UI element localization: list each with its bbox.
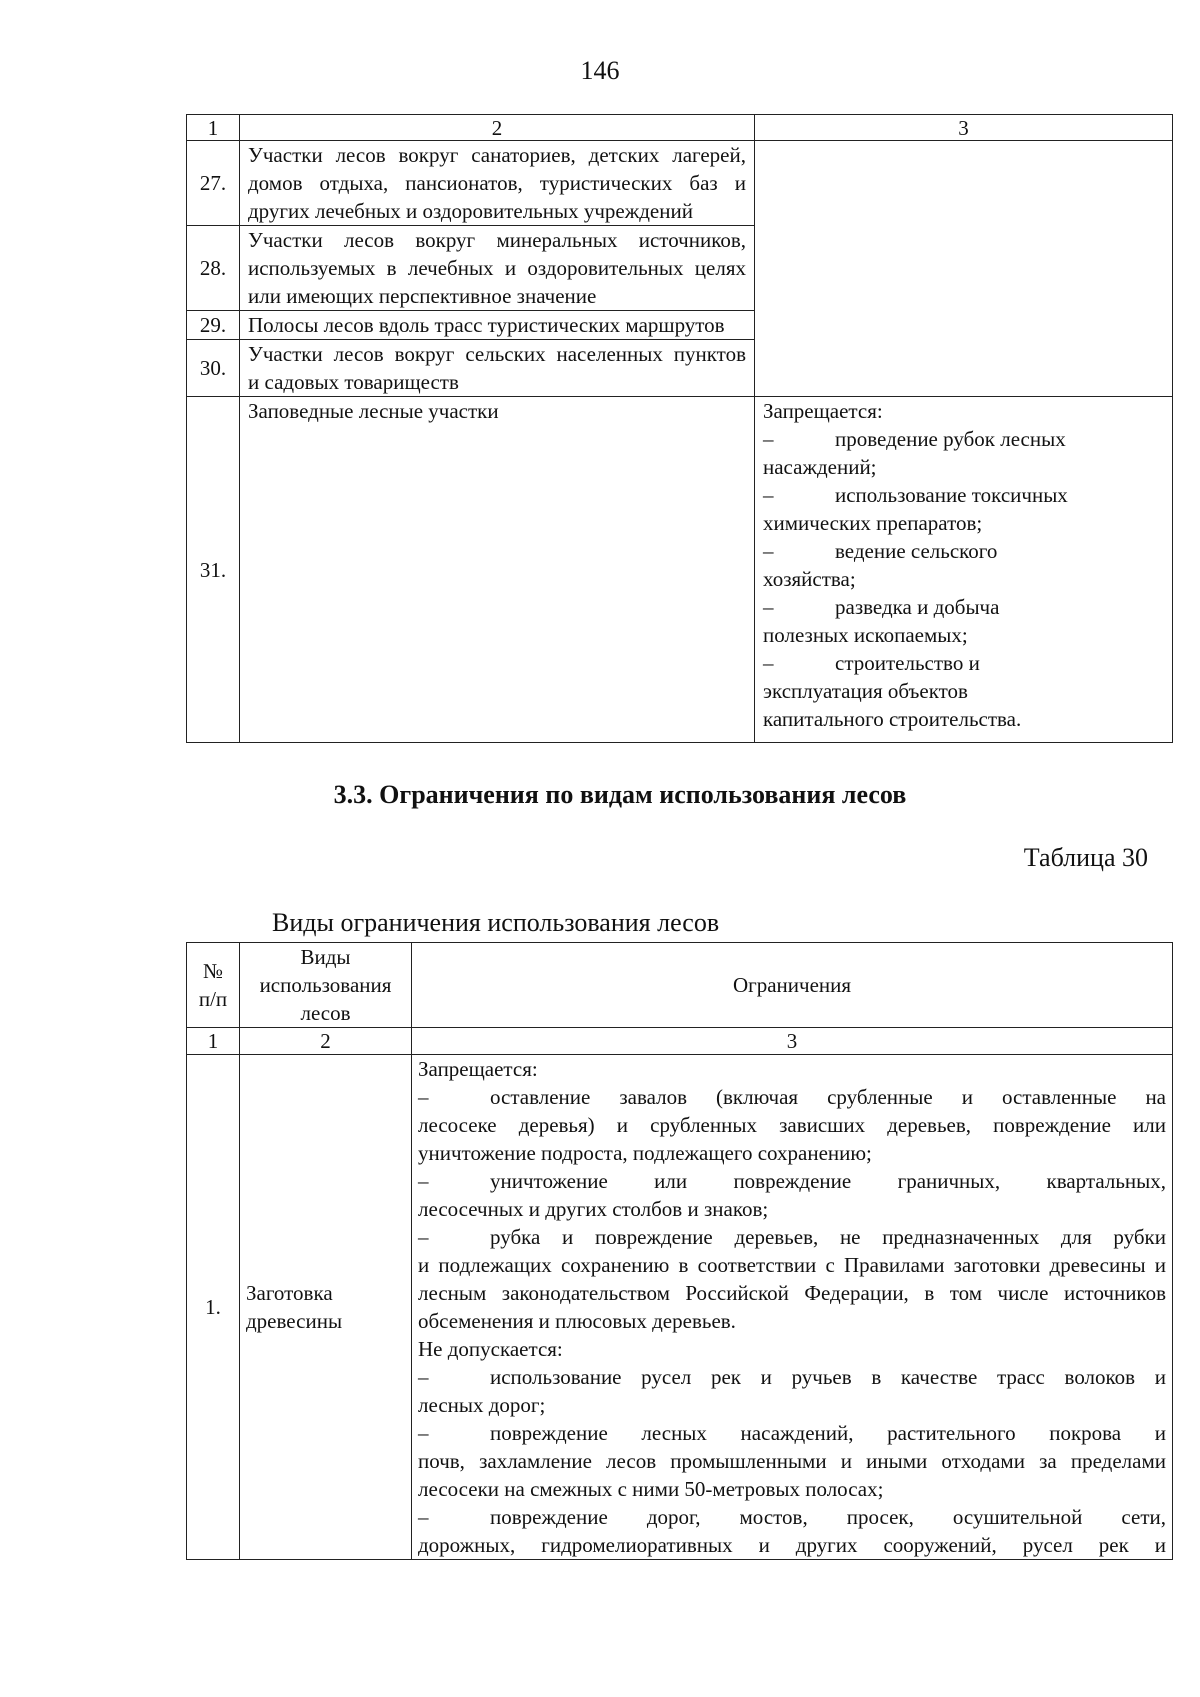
row-number: 29.	[187, 311, 240, 340]
restriction-item: – ведение сельского	[763, 539, 998, 563]
restriction-cell: Запрещается: – проведение рубок лесных насаждений; – использование токсичных химических препаратов; – ведение сельского хозяйства; – разведка и добыча полезных ископаемых; – строительство и эксплуатация объектов капитального строительства.	[755, 397, 1173, 743]
table-header-row	[187, 943, 1173, 1028]
table-row	[187, 141, 1173, 226]
index-cell: 1	[187, 1028, 240, 1055]
section-title: 3.3. Ограничения по видам использования лесов	[333, 780, 907, 809]
row-number: 30.	[187, 340, 240, 397]
forest-category: Участки лесов вокруг санаториев, детских лагерей, домов отдыха, пансионатов, туристических баз и других лечебных и оздоровительных учреждений	[240, 141, 755, 226]
table-index-row	[187, 115, 1173, 141]
restriction-item: – уничтожение или повреждение граничных, квартальных,	[418, 1169, 1166, 1193]
empty-restriction-cell	[755, 141, 1173, 397]
forest-category: Заповедные лесные участки	[240, 397, 755, 743]
restriction-intro: Запрещается:	[763, 399, 883, 423]
index-cell: 2	[240, 115, 755, 141]
forest-category: Полосы лесов вдоль трасс туристических маршрутов	[240, 311, 755, 340]
table-caption: Виды ограничения использования лесов	[272, 908, 720, 937]
table-row	[187, 397, 1173, 743]
restriction-item: – рубка и повреждение деревьев, не предназначенных для рубки	[418, 1225, 1166, 1249]
forest-category: Участки лесов вокруг сельских населенных пунктов и садовых товариществ	[240, 340, 755, 397]
restriction-intro: Запрещается:	[418, 1057, 538, 1081]
row-number: 1.	[187, 1055, 240, 1560]
index-cell: 2	[240, 1028, 412, 1055]
restriction-item: – использование русел рек и ручьев в качестве трасс волоков и	[418, 1365, 1166, 1389]
restriction-cell: Запрещается: – оставление завалов (включая срубленные и оставленные на лесосеке деревья) и срубленных зависших деревьев, повреждение или уничтожение подроста, подлежащего сохранению; – уничтожение или повреждение граничных, квартальных, лесосечных и других столбов и знаков; – рубка и повреждение деревьев, не предназначенных для рубки и подлежащих сохранению в соответствии с Правилами заготовки древесины и лесным законодательством Российской Федерации, в том числе источников обсеменения и плюсовых деревьев. Не допускается: – использование русел рек и ручьев в качестве трасс волоков и лесных дорог; – повреждение лесных насаждений, растительного покрова и почв, захламление лесов промышленными и иными отходами за пределами лесосеки на смежных с ними 50-метровых полосах; – повреждение дорог, мостов, просек, осушительной сети, дорожных, гидромелиоративных и других сооружений, русел рек и	[412, 1055, 1173, 1560]
index-cell: 3	[412, 1028, 1173, 1055]
table-label: Таблица 30	[1023, 843, 1148, 872]
col-restrictions-header: Ограничения	[412, 943, 1173, 1028]
table-index-row	[187, 1028, 1173, 1055]
restriction-item: – оставление завалов (включая срубленные и оставленные на	[418, 1085, 1166, 1109]
row-number: 31.	[187, 397, 240, 743]
forest-use-kind: Заготовка древесины	[240, 1055, 412, 1560]
col-kind-header: Виды использования лесов	[240, 943, 412, 1028]
index-cell: 3	[755, 115, 1173, 141]
restriction-intro: Не допускается:	[418, 1337, 563, 1361]
restriction-item: – повреждение лесных насаждений, растительного покрова и	[418, 1421, 1166, 1445]
row-number: 28.	[187, 226, 240, 311]
restriction-item: – разведка и добыча	[763, 595, 1000, 619]
restriction-item: – строительство и	[763, 651, 980, 675]
row-number: 27.	[187, 141, 240, 226]
index-cell: 1	[187, 115, 240, 141]
restrictions-table	[186, 942, 1173, 1560]
table-row	[187, 1055, 1173, 1560]
continuation-table	[186, 114, 1173, 743]
col-number-header: № п/п	[187, 943, 240, 1028]
restriction-item: – проведение рубок лесных	[763, 427, 1066, 451]
forest-category: Участки лесов вокруг минеральных источников, используемых в лечебных и оздоровительных целях или имеющих перспективное значение	[240, 226, 755, 311]
restriction-item: – повреждение дорог, мостов, просек, осушительной сети,	[418, 1505, 1166, 1529]
page-number: 146	[580, 56, 620, 85]
restriction-item: – использование токсичных	[763, 483, 1068, 507]
